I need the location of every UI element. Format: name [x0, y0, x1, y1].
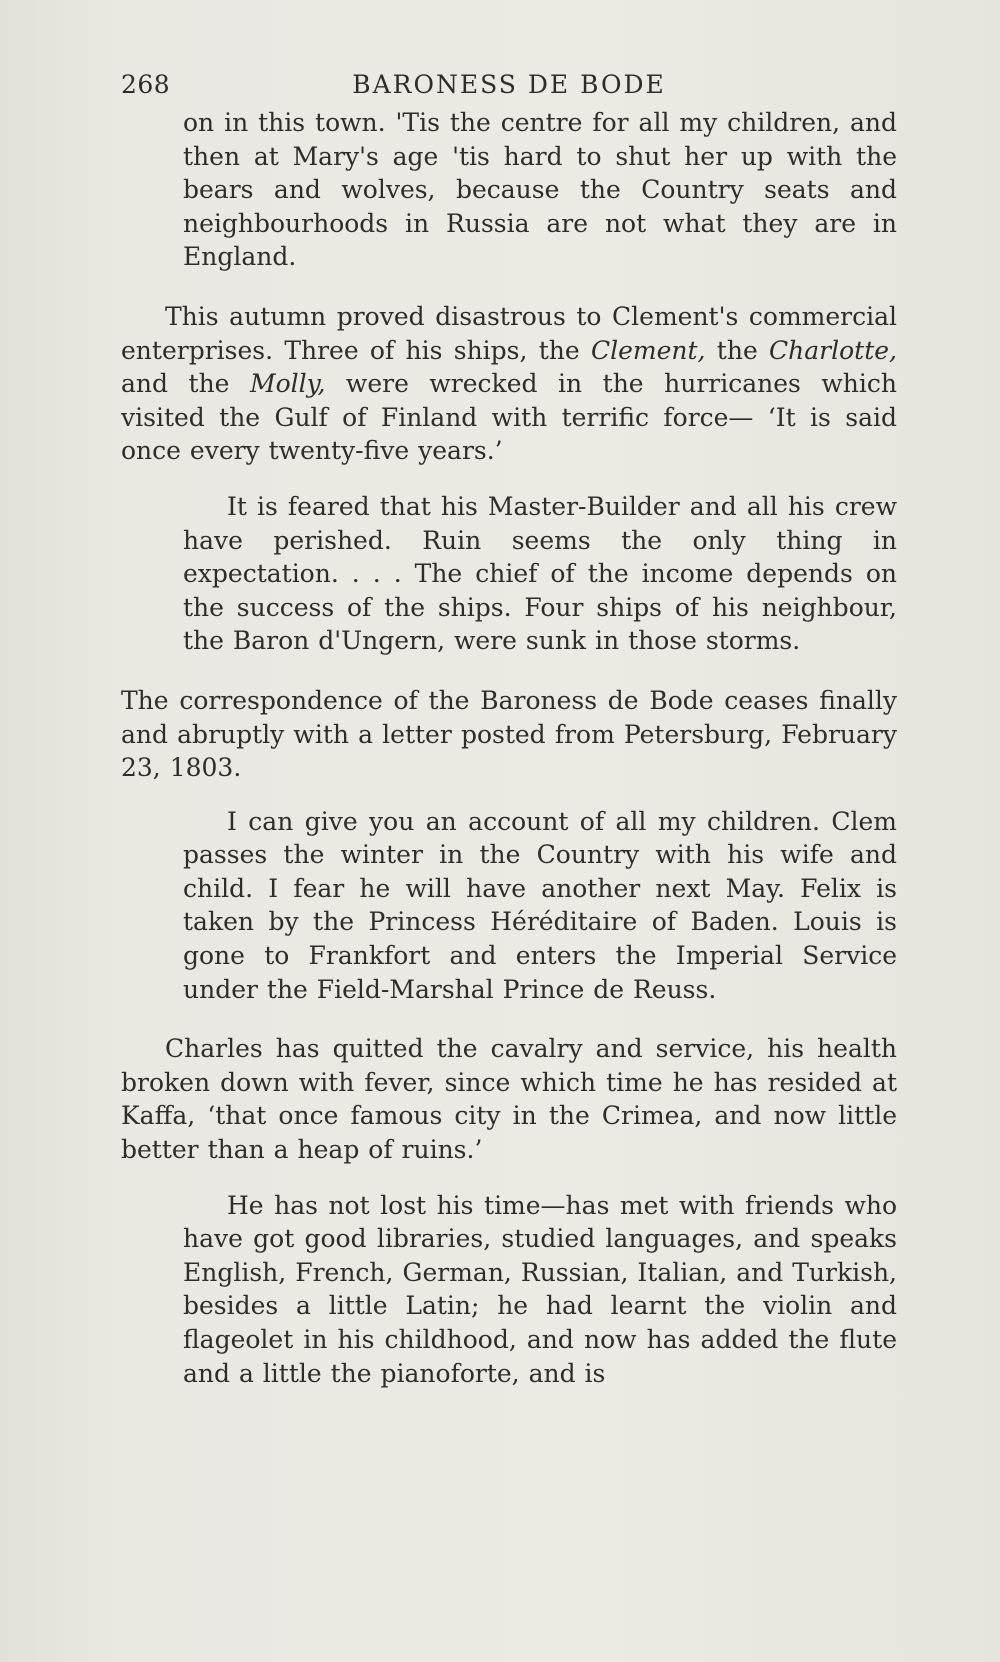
quote-paragraph-2: It is feared that his Master-Builder and all his crew have perished. Ruin seems the only thing in expectation. . . . The chief of the income depends on the success of the ships. Four ships of his neighbour, the Baron d'Ungern, were sunk in those storms. [183, 491, 897, 656]
ship-name-molly: Molly, [250, 369, 326, 399]
quote-paragraph-3: I can give you an account of all my children. Clem passes the winter in the Country with his wife and child. I fear he will have another next May. Felix is taken by the Princess Héréditaire of Baden. Louis is gone to Frankfort and enters the Imperial Service under the Field-Marshal Prince de Reuss. [183, 806, 897, 1004]
running-title: BARONESS DE BODE [352, 70, 666, 99]
body-paragraph-correspondence: The correspondence of the Baroness de Bode ceases finally and abruptly with a letter posted from Petersburg, February 23, 1803. [121, 685, 897, 783]
quote-paragraph-4: He has not lost his time—has met with friends who have got good libraries, studied languages, and speaks English, French, German, Russian, Italian, and Turkish, besides a little Latin; he had learnt the violin and flageolet in his childhood, and now has added the flute and a little the pianoforte, and is [183, 1190, 897, 1388]
body-paragraph-charles: Charles has quitted the cavalry and service, his health broken down with fever, since which time he has resided at Kaffa, ‘that once famous city in the Crimea, and now little better than a heap of ruins.’ [121, 1034, 897, 1165]
body-paragraph-autumn: This autumn proved disastrous to Clement's commercial enterprises. Three of his ships, the Clement, the Charlotte, and the Molly, were wrecked in the hurricanes which visited the Gulf of Finland with terrific force— ‘It is said once every twenty-five years.’ [121, 301, 897, 466]
ship-name-charlotte: Charlotte, [769, 335, 897, 365]
ship-name-clement: Clement, [590, 335, 706, 365]
running-head [121, 70, 897, 106]
quote-paragraph-1: on in this town. 'Tis the centre for all my children, and then at Mary's age 'tis hard to shut her up with the bears and wolves, because the Country seats and neighbourhoods in Russia are not what they are in England. [183, 108, 897, 272]
page-number: 268 [121, 70, 171, 99]
